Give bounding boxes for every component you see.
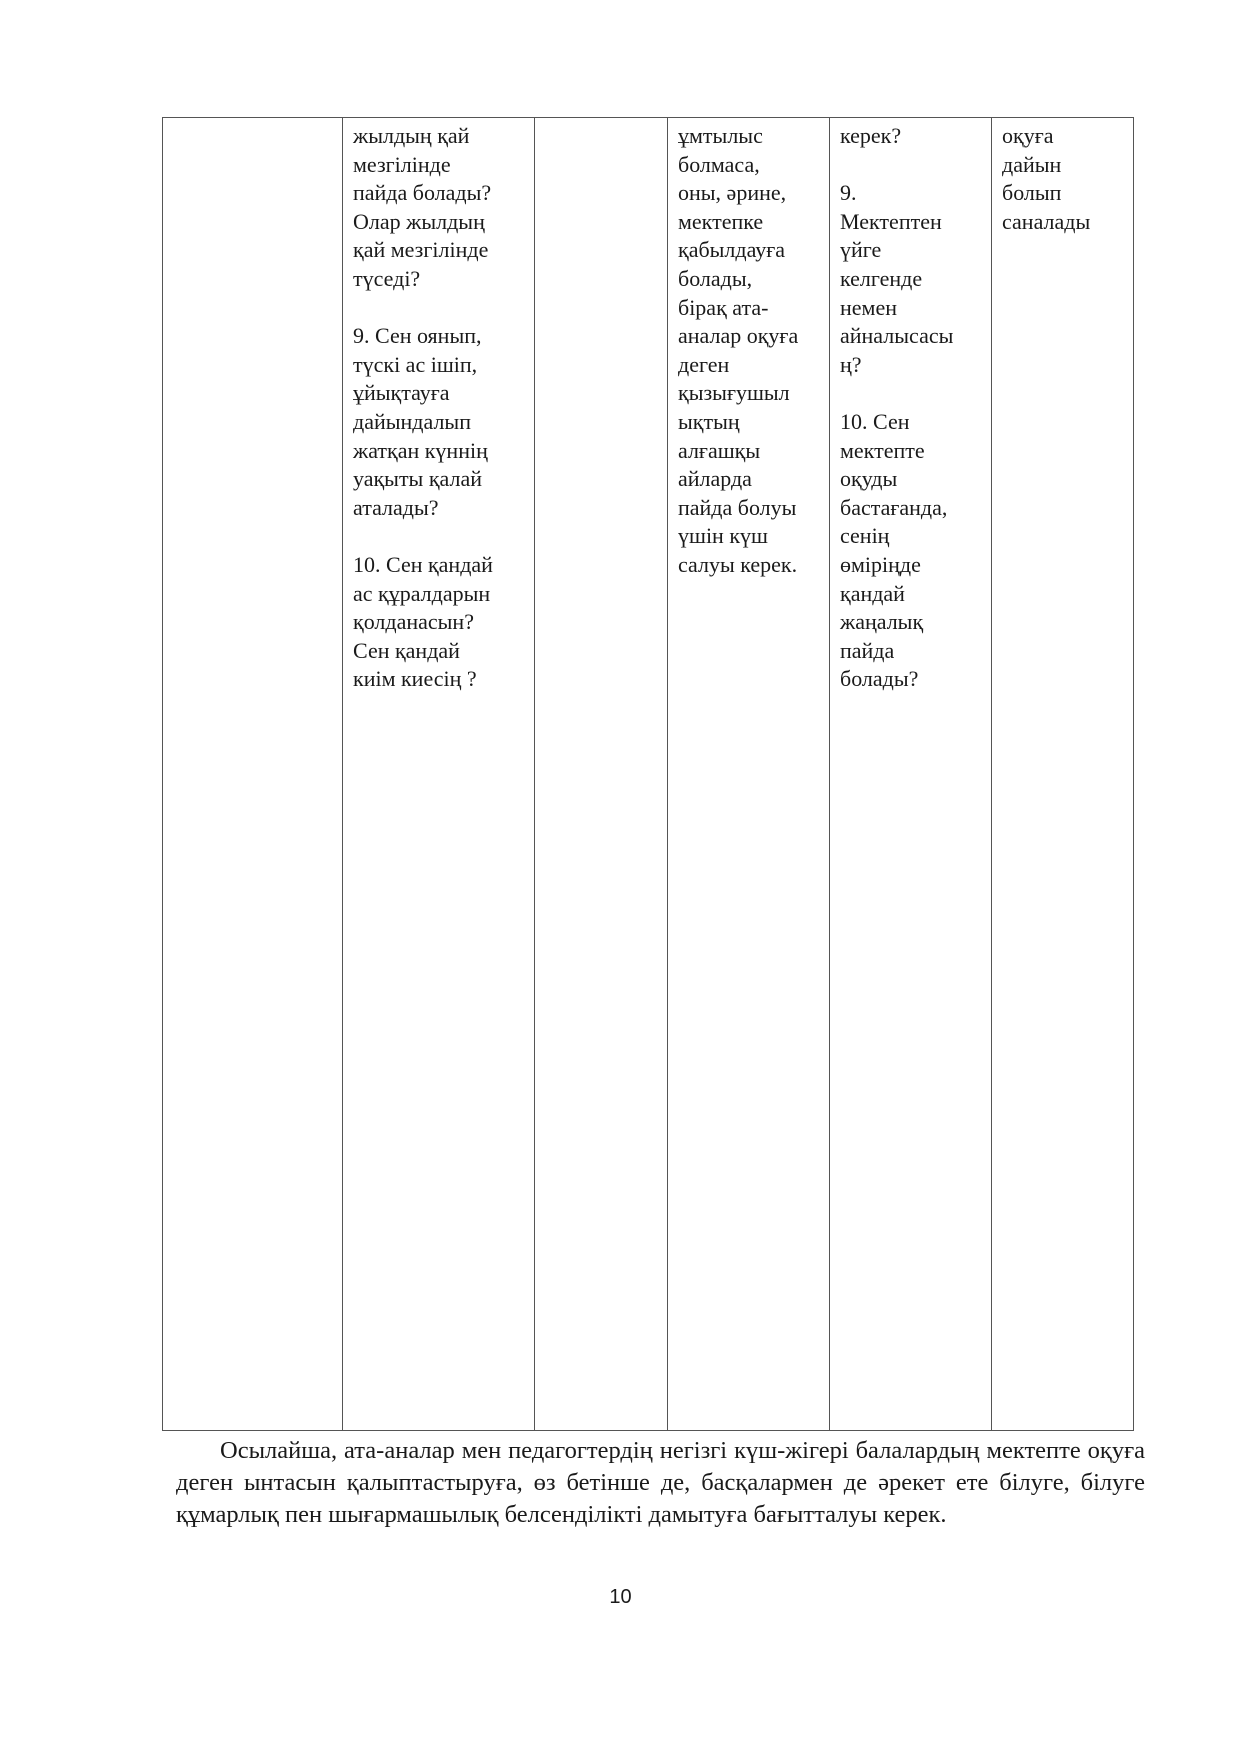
continuation-table — [162, 117, 1134, 1431]
table-cell-col-4: ұмтылыс болмаса, оны, әрине, мектепке қабылдауға болады, бірақ ата- аналар оқуға деген қызығушыл ықтың алғашқы айларда пайда болуы үшін күш салуы керек. — [668, 118, 830, 1431]
table-cell-col-5: керек? 9. Мектептен үйге келгенде немен айналысасы ң? 10. Сен мектепте оқуды бастағанда, сенің өміріңде қандай жаңалық пайда болады? — [830, 118, 992, 1431]
closing-paragraph: Осылайша, ата-аналар мен педагогтердің негізгі күш-жігері балалардың мектепте оқуға деген ынтасын қалыптастыруға, өз бетінше де, басқалармен де әрекет ете білуге, білуге құмарлық пен шығармашылық белсенділікті дамытуға бағытталуы керек. — [176, 1437, 1145, 1528]
table-cell-col-1 — [163, 118, 343, 1431]
table-cell-col-6: оқуға дайын болып саналады — [992, 118, 1134, 1431]
table-row — [163, 118, 1134, 1431]
table-cell-col-2: жылдың қай мезгілінде пайда болады? Олар жылдың қай мезгілінде түседі? 9. Сен оянып, түскі ас ішіп, ұйықтауға дайындалып жатқан күннің уақыты қалай аталады? 10. Сен қандай ас құралдарын қолданасын? Сен қандай киім киесің ? — [343, 118, 535, 1431]
page-number: 10 — [609, 1586, 632, 1608]
table-cell-col-3 — [535, 118, 668, 1431]
